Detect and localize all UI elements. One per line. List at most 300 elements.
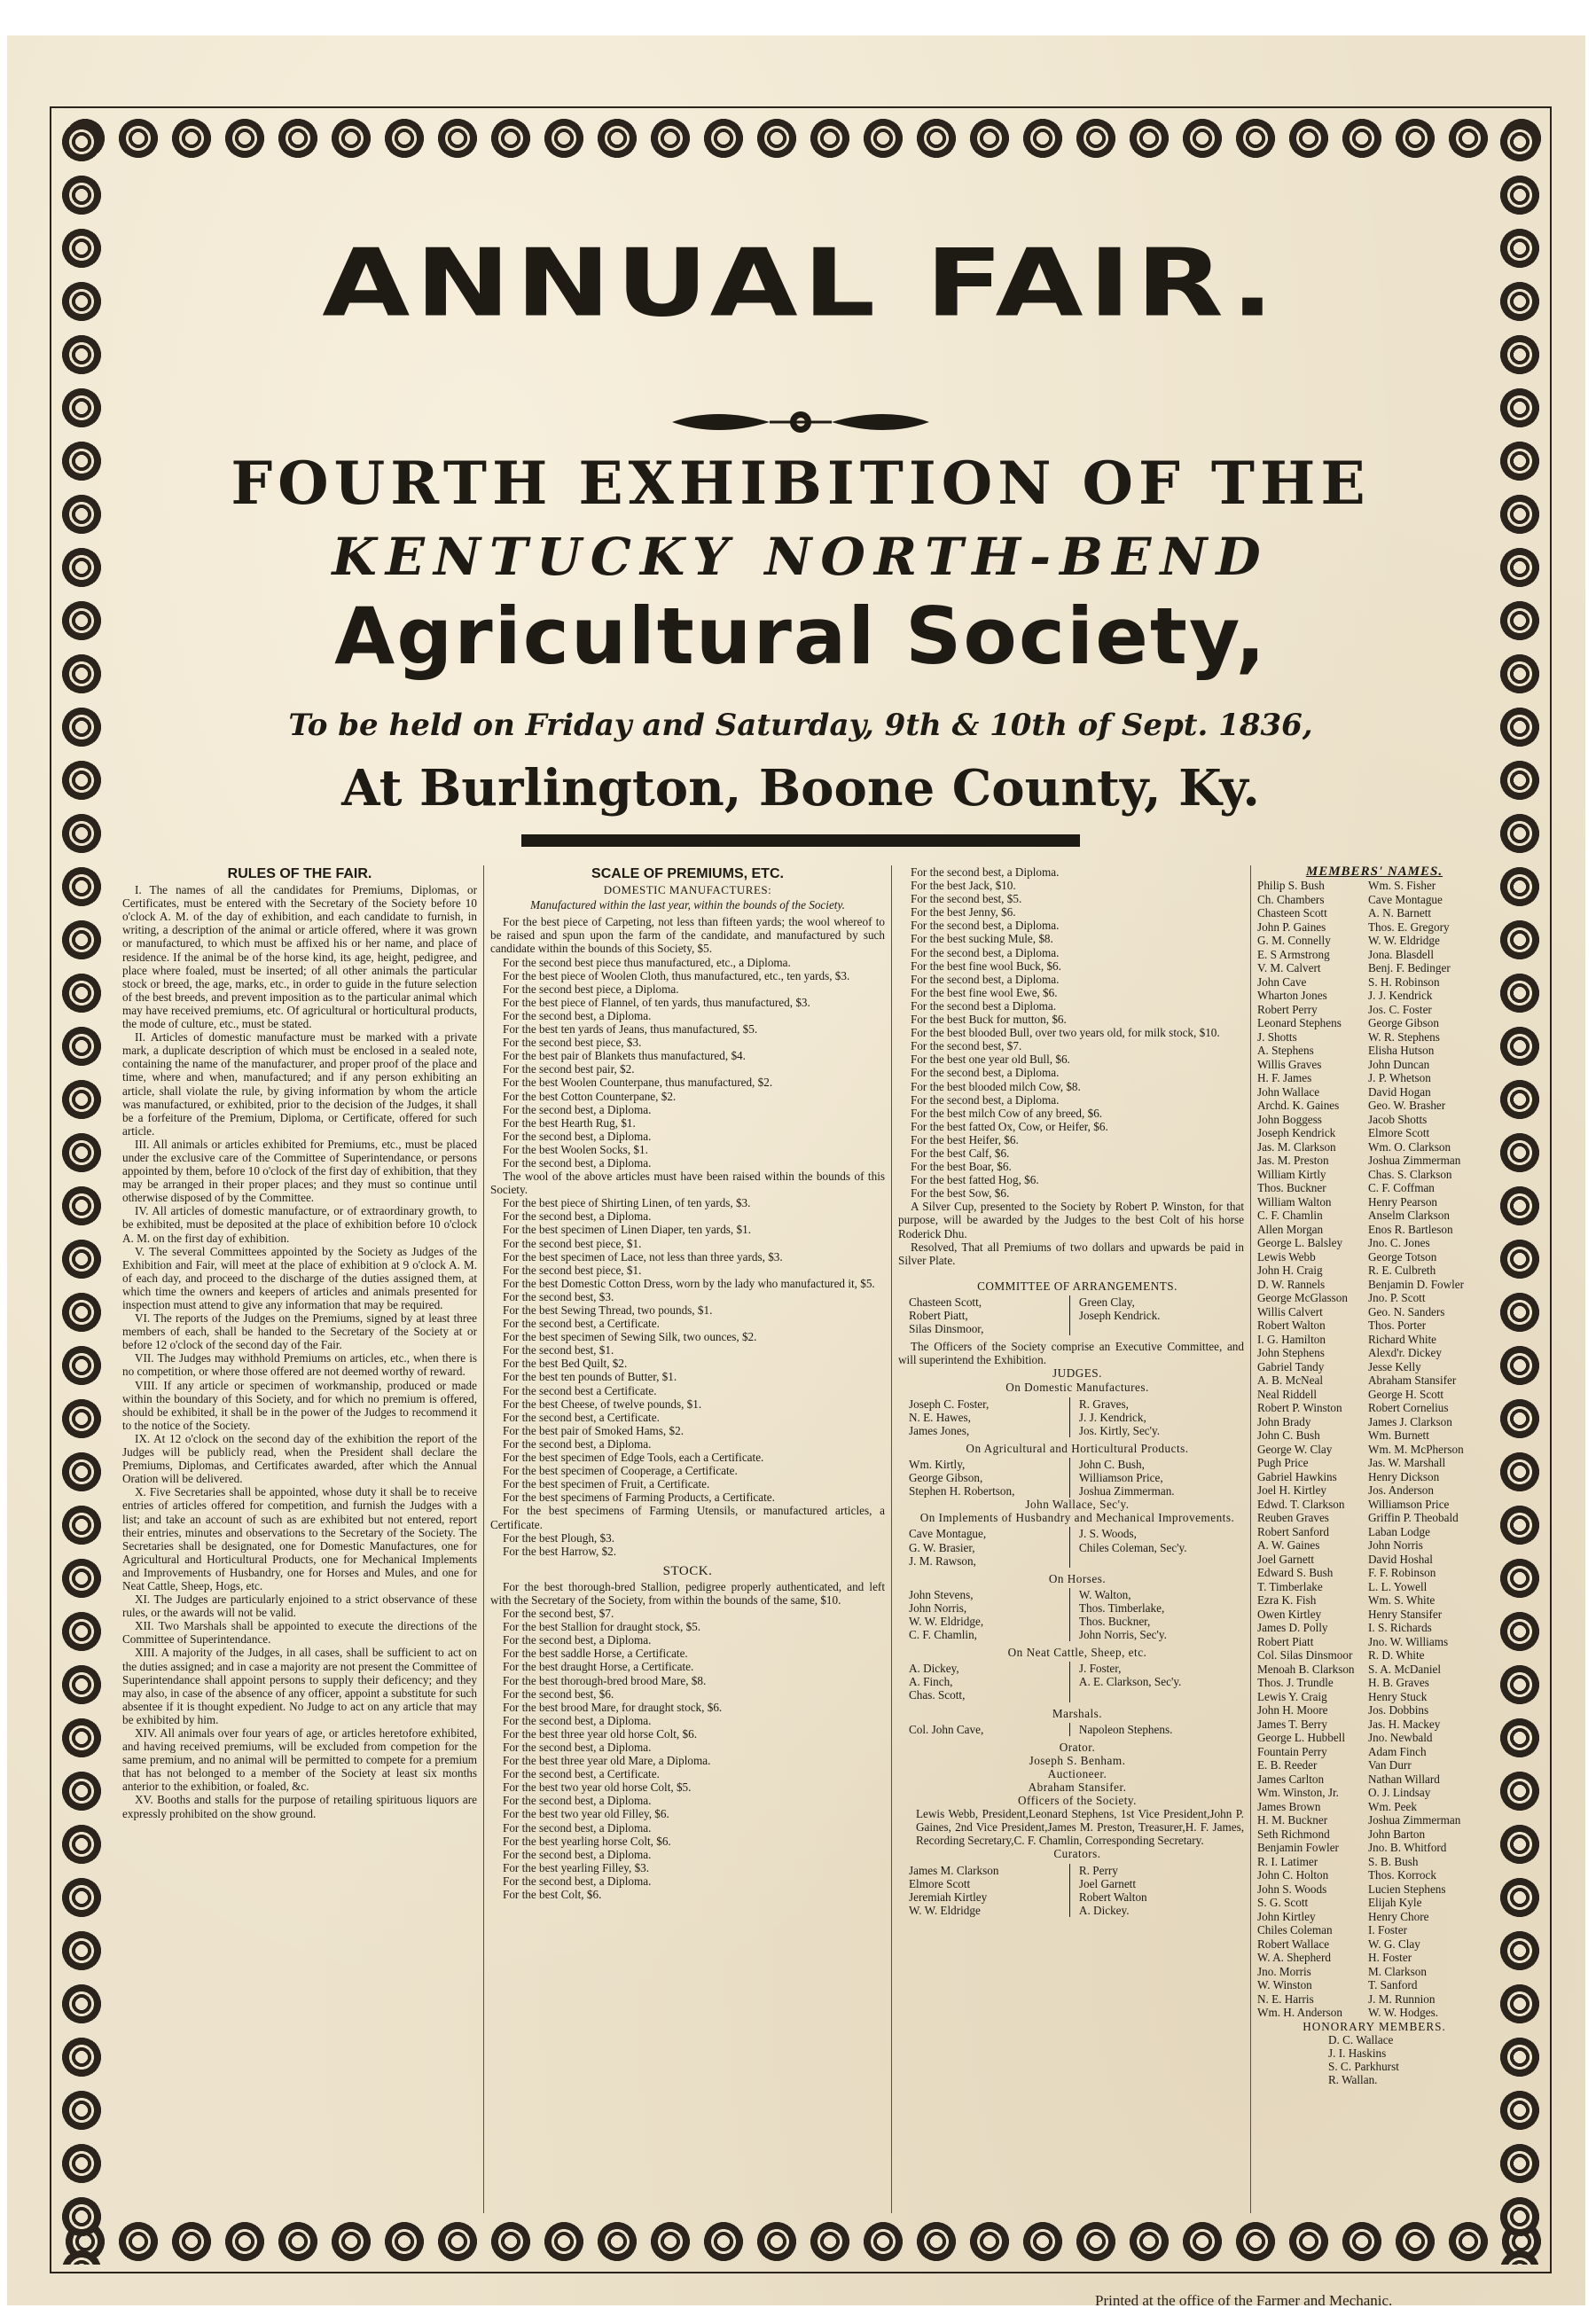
premium-item: For the best Heifer, $6. [911,1132,1019,1146]
officers-note: The Officers of the Society comprise an Executive Committee, and will superintend the Exhibition. [898,1340,1244,1367]
judges-heading: JUDGES. [1052,1366,1102,1381]
name-entry: J. Foster, [1078,1662,1122,1676]
name-entry: Wm. O. Clarkson [1368,1139,1451,1154]
name-entry: Anselm Clarkson [1368,1209,1450,1223]
name-entry: H. M. Buckner [1257,1813,1328,1827]
name-entry: Jos. Dobbins [1368,1703,1429,1718]
poster-content [122,183,1479,2195]
domestic-note: Manufactured within the last year, within the bounds of the Society. [530,898,845,912]
name-entry: W. W. Eldridge, [909,1614,984,1628]
name-entry: John C. Bush [1257,1428,1320,1443]
names-right [1070,1864,1244,1917]
name-entry: Joshua Zimmerman [1368,1154,1461,1168]
name-entry: John Stevens, [909,1587,974,1601]
premium-item: For the best fatted Hog, $6. [911,1173,1039,1187]
premium-item: For the best specimen of Sewing Silk, two ounces, $2. [503,1330,757,1344]
name-entry: John S. Woods [1257,1882,1327,1896]
premium-item: For the second best, a Diploma. [503,1155,652,1170]
name-entry: Jno. P. Scott [1368,1291,1426,1305]
premium-item: The wool of the above articles must have been raised within the bounds of this Society. [490,1170,885,1197]
premium-item: For the second best, a Diploma. [503,1874,652,1888]
name-entry: Gabriel Tandy [1257,1359,1325,1373]
name-entry: Willis Calvert [1257,1304,1323,1318]
premium-item: For the best piece of Carpeting, not less than fifteen yards; the wool whereof to be raised and spun upon the farm of the candidate, and manufactured by such candidate within the bounds of this Society, $5. [490,915,885,956]
name-entry: Jas. M. Clarkson [1257,1139,1336,1154]
name-entry: V. M. Calvert [1257,961,1321,975]
name-entry: D. C. Wallace [1328,2032,1394,2046]
name-entry: Jas. H. Mackey [1368,1717,1441,1731]
rule-paragraph: XIV. All animals over four years of age, or articles heretofore exhibited, and having received premiums, will be excluded from competion for the same premium, and no animal will be permitted to compete for a premium that has not belonged to a member of the Society at least six months anterior to the exhibition, or foaled, &c. [122,1726,477,1794]
premium-item: For the best piece of Woolen Cloth, thus manufactured, etc., ten yards, $3. [503,968,850,982]
flourish-ornament [663,404,938,440]
marshal-right: Napoleon Stephens. [1078,1722,1173,1736]
name-entry: George Gibson [1368,1016,1439,1030]
name-entry: Geo. W. Brasher [1368,1099,1446,1113]
name-entry: Willis Graves [1257,1057,1322,1071]
premium-item: For the second best, a Diploma. [503,1129,652,1143]
premium-item: For the best blooded milch Cow, $8. [911,1079,1081,1093]
premium-item: For the best specimen of Lace, not less than three yards, $3. [503,1249,783,1264]
name-entry: Jos. Kirtly, Sec'y. [1078,1423,1161,1437]
heading-rule [521,834,1080,847]
marshals-names [909,1723,1244,1736]
name-entry: W. W. Eldridge [909,1903,981,1917]
name-entry: J. I. Haskins [1328,2046,1387,2060]
name-entry: Alexd'r. Dickey [1368,1346,1442,1360]
name-entry: Cave Montague, [909,1527,987,1541]
name-entry: J. M. Rawson, [909,1553,976,1568]
name-entry: Menoah B. Clarkson [1257,1662,1355,1676]
premium-item: For the best Stallion for draught stock, $5. [503,1620,701,1634]
premium-item: For the best specimen of Edge Tools, each a Certificate. [503,1451,764,1465]
name-entry: R. E. Culbreth [1368,1264,1436,1278]
rule-paragraph: XV. Booths and stalls for the purpose of retailing spirituous liquors are expressly prohibited on the show ground. [122,1793,477,1820]
name-entry: Leonard Stephens, 1st Vice President, [1029,1807,1210,1821]
premium-item: For the best sucking Mule, $8. [911,932,1053,946]
name-entry: Wm. Winston, Jr. [1257,1786,1339,1800]
name-entry: Joseph C. Foster, [909,1397,990,1411]
name-entry: James M. Preston, Treasurer, [1047,1820,1185,1835]
name-entry: Joshua Zimmerman. [1078,1484,1175,1498]
name-entry: Adam Finch [1368,1744,1427,1758]
name-entry: J. M. Runnion [1368,1991,1436,2006]
name-entry: Wm. S. Fisher [1368,879,1436,893]
premium-item: For the second best a Certificate. [503,1383,657,1397]
name-entry: Pugh Price [1257,1456,1309,1470]
names-left [909,1458,1070,1498]
premium-item: For the second best, a Diploma. [503,1847,652,1861]
name-entry: George H. Scott [1368,1387,1444,1401]
name-entry: Chasteen Scott [1257,906,1327,920]
committee-names [909,1295,1244,1335]
name-entry: R. D. White [1368,1648,1425,1663]
premium-item: For the second best, a Certificate. [503,1410,660,1424]
premium-item: For the second best, a Diploma. [503,1008,652,1022]
name-entry: Wm. Peek [1368,1799,1417,1813]
name-entry: C. F. Chamlin, Corresponding Secretary. [1013,1834,1204,1848]
premium-item: For the best pair of Smoked Hams, $2. [503,1423,685,1437]
name-entry: Chasteen Scott, [909,1295,982,1309]
name-entry: Stephen H. Robertson, [909,1484,1015,1498]
auctioneer-name: Abraham Stansifer. [1028,1780,1127,1794]
name-entry: W. W. Hodges. [1368,2006,1439,2020]
name-entry: Thos. Timberlake, [1078,1600,1165,1615]
premium-item: For the best Plough, $3. [503,1530,615,1545]
premium-item: For the second best, $3. [503,1289,614,1303]
officers-list [916,1807,1244,1847]
name-entry: Elmore Scott [1368,1126,1430,1140]
name-entry: Lucien Stephens [1368,1882,1446,1896]
premium-item: For the second best, a Diploma. [503,1633,652,1647]
name-entry: Archd. K. Gaines [1257,1099,1340,1113]
name-entry: Thos. Korrock [1368,1868,1436,1882]
premium-item: For the second best, $1. [503,1343,614,1358]
name-entry: O. J. Lindsay [1368,1786,1431,1800]
names-left [909,1295,1070,1335]
printer-credit: Printed at the office of the Farmer and Mechanic. [1095,2292,1393,2309]
name-entry: N. E. Hawes, [909,1410,971,1424]
name-entry: Jas. M. Preston [1257,1154,1329,1168]
name-entry: A. B. McNeal [1257,1373,1323,1388]
rule-paragraph: VII. The Judges may withhold Premiums on articles, etc., when there is no competition, or where those offered are not deemed worthy of reward. [122,1351,477,1379]
premium-item: For the second best pair, $2. [503,1062,635,1076]
name-entry: Jas. W. Marshall [1368,1456,1446,1470]
name-entry: Lewis Webb [1257,1249,1316,1264]
premium-item: For the best milch Cow of any breed, $6. [911,1106,1103,1120]
premium-item: For the best three year old horse Colt, $6. [503,1726,698,1741]
name-entry: Philip S. Bush [1257,879,1325,893]
name-entry: Robert Walton [1257,1318,1326,1333]
name-entry: Williamson Price [1368,1497,1450,1511]
name-entry: R. Graves, [1078,1397,1129,1411]
name-entry: Edwd. T. Clarkson [1257,1497,1345,1511]
name-entry: Neal Riddell [1257,1387,1318,1401]
name-entry: C. F. Coffman [1368,1181,1435,1195]
name-entry: Jacob Shotts [1368,1112,1428,1126]
name-entry: Ch. Chambers [1257,892,1325,906]
name-entry: Joseph Kendrick [1257,1126,1336,1140]
name-entry: Lewis Webb, President, [916,1807,1029,1821]
name-entry: Benjamin D. Fowler [1368,1277,1465,1291]
name-entry: Robert Piatt, [909,1309,968,1322]
premium-item: For the second best piece, $3. [503,1036,642,1050]
name-entry: J. J. Kendrick [1368,989,1433,1003]
name-entry: Fountain Perry [1257,1744,1327,1758]
name-entry: John Wallace [1257,1084,1320,1099]
name-entry: H. F. James [1257,1071,1312,1085]
curators-names [909,1864,1244,1917]
column-divider [891,865,892,2213]
rule-paragraph: III. All animals or articles exhibited for Premiums, etc., must be placed under the exclusive care of the Committee of Superintendance, or persons appointed by them, before 10 o'clock of the first day of exhibition, that they may be arranged in their proper places; and they must so continue until otherwise disposed of by the Committee. [122,1137,477,1205]
name-entry: Thos. Porter [1368,1318,1427,1333]
name-entry: Robert Wallace [1257,1937,1330,1951]
name-entry: Thos. Buckner, [1078,1614,1151,1628]
name-entry: Jesse Kelly [1368,1359,1421,1373]
committee-heading: COMMITTEE OF ARRANGEMENTS. [977,1279,1177,1293]
name-entry: Joel H. Kirtley [1257,1483,1327,1498]
judges-domestic-heading: On Domestic Manufactures. [1005,1381,1149,1395]
rule-paragraph: XI. The Judges are particularly enjoined to a strict observance of these rules, or the awards will not be valid. [122,1592,477,1620]
judges-cattle-heading: On Neat Cattle, Sheep, etc. [1007,1646,1147,1660]
premium-item: For the best Buck for mutton, $6. [911,1013,1067,1027]
name-entry: T. Sanford [1368,1978,1418,1992]
name-entry: I. Foster [1368,1923,1407,1937]
name-entry: Leonard Stephens [1257,1016,1342,1030]
officers-heading: Officers of the Society. [1018,1794,1137,1808]
name-entry: John Stephens [1257,1346,1325,1360]
name-entry: A. E. Clarkson, Sec'y. [1078,1675,1182,1689]
premium-item: For the best draught Horse, a Certificate. [503,1660,694,1674]
names-right [1070,1588,1244,1641]
name-entry: George Totson [1368,1249,1437,1264]
name-entry: Jno. Morris [1257,1964,1311,1978]
name-entry: N. E. Harris [1257,1991,1314,2006]
name-entry: William Walton [1257,1194,1332,1209]
name-entry: Seth Richmond [1257,1827,1330,1841]
judges-agri-heading: On Agricultural and Horticultural Products. [966,1441,1189,1455]
name-entry: S. B. Bush [1368,1854,1419,1868]
name-entry: Williamson Price, [1078,1471,1163,1485]
premium-item: For the best Calf, $6. [911,1146,1010,1160]
name-entry: Robert Piatt [1257,1634,1314,1648]
name-entry: Wm. H. Anderson [1257,2006,1342,2020]
name-entry: C. F. Chamlin, [909,1628,977,1642]
names-left [909,1397,1070,1437]
premium-item: For the second best, a Diploma. [503,1436,652,1451]
rules-list [122,883,477,1820]
members-col-b [1368,879,1479,2020]
premium-item: For the best Boar, $6. [911,1160,1012,1174]
name-entry: James J. Clarkson [1368,1414,1452,1428]
name-entry: R. Perry [1078,1863,1118,1877]
name-entry: Gabriel Hawkins [1257,1469,1337,1483]
name-entry: J. P. Whetson [1368,1071,1431,1085]
rules-heading: RULES OF THE FAIR. [227,866,372,881]
premium-item: For the second best, a Diploma. [503,1741,652,1754]
stock-continued-list [898,865,1244,1267]
premium-item: For the best Harrow, $2. [503,1544,617,1558]
rules-column [122,865,477,2222]
judges-agri-names [909,1458,1244,1498]
name-entry: S. C. Parkhurst [1328,2059,1399,2073]
name-entry: W. Walton, [1078,1587,1131,1601]
border-strip-left [55,115,108,2265]
committees-column [898,865,1244,2222]
premium-item: For the best thorough-bred brood Mare, $8. [503,1673,707,1687]
premium-item: For the best three year old Mare, a Diploma. [503,1754,711,1768]
premium-item: For the second best, a Diploma. [503,1820,652,1835]
premium-item: For the second best, a Diploma. [911,945,1060,959]
premium-item: For the second best, $7. [911,1039,1022,1053]
rule-paragraph: VIII. If any article or specimen of workmanship, produced or made within the boundary of this Society, and for which no premium is offered, should be exhibited, it shall be in the power of the Judges to recommend it to the notice of the Society. [122,1378,477,1432]
premium-item: For the best Sow, $6. [911,1186,1010,1201]
name-entry: John Cave [1257,974,1307,989]
name-entry: A. W. Gaines [1257,1538,1320,1553]
name-entry: Robert Walton [1078,1890,1147,1904]
members-list [1257,879,1479,2020]
name-entry: John Duncan [1368,1057,1430,1071]
name-entry: I. G. Hamilton [1257,1332,1326,1346]
name-entry: Cave Montague [1368,892,1443,906]
premium-item: For the second best piece, $1. [503,1236,642,1250]
premium-item: For the best specimen of Cooperage, a Certificate. [503,1464,738,1478]
name-entry: D. W. Rannels [1257,1277,1326,1291]
border-strip-top [59,112,1543,165]
name-entry: Jos. C. Foster [1368,1002,1432,1016]
name-entry: Chas. Scott, [909,1688,966,1702]
name-entry: Griffin P. Theobald [1368,1511,1459,1525]
premium-item: For the second best, a Certificate. [503,1767,660,1781]
name-entry: T. Timberlake [1257,1579,1323,1593]
name-entry: Benj. F. Bedinger [1368,961,1451,975]
poster-paper [7,35,1585,2305]
subtitle-fourth-exhibition: FOURTH EXHIBITION OF THE [231,449,1371,518]
premium-item: For the second best, $7. [503,1607,614,1621]
name-entry: W. A. Shepherd [1257,1951,1332,1965]
name-entry: James T. Berry [1257,1717,1327,1731]
poster-title: ANNUAL FAIR. [322,229,1279,338]
names-right [1070,1662,1244,1702]
premium-item: For the second best, a Diploma. [911,919,1060,933]
premium-item: For the second best, $5. [911,892,1022,906]
domestic-list [490,915,885,1558]
name-entry: Joshua Zimmerman [1368,1813,1461,1827]
names-right [1070,1458,1244,1498]
premium-item: For the best brood Mare, for draught stock, $6. [503,1700,723,1714]
premium-item: For the best Cotton Counterpane, $2. [503,1089,677,1103]
name-entry: G. M. Connelly [1257,934,1331,948]
name-entry: John P. Gaines [1257,919,1326,934]
name-entry: Henry Pearson [1368,1194,1438,1209]
judges-cattle-names [909,1662,1244,1702]
name-entry: C. F. Chamlin [1257,1209,1323,1223]
honorary-heading: HONORARY MEMBERS. [1303,2019,1446,2033]
names-left [909,1527,1070,1567]
name-entry: R. Wallan. [1328,2072,1378,2086]
name-entry: Henry Chore [1368,1909,1429,1923]
name-entry: Wm. S. White [1368,1593,1436,1608]
name-entry: Silas Dinsmoor, [909,1322,984,1336]
name-entry: Joel Garnett [1257,1552,1315,1566]
name-entry: E. B. Reeder [1257,1758,1318,1772]
premium-item: For the second best, a Certificate. [503,1317,660,1331]
name-entry: Elijah Kyle [1368,1896,1422,1910]
names-left [909,1588,1070,1641]
name-entry: Chas. S. Clarkson [1368,1167,1452,1181]
premium-item: For the best Jenny, $6. [911,905,1016,919]
premium-item: For the second best, a Diploma. [911,1092,1060,1107]
premium-item: For the best Bed Quilt, $2. [503,1357,628,1371]
name-entry: S. H. Robinson [1368,974,1440,989]
name-entry: Henry Stuck [1368,1689,1428,1703]
names-right [1070,1397,1244,1437]
name-entry: Jona. Blasdell [1368,947,1434,961]
names-left [909,1662,1070,1702]
name-entry: James D. Polly [1257,1621,1328,1635]
name-entry: Joel Garnett [1078,1876,1137,1890]
premium-item: For the best specimens of Farming Utensils, or manufactured articles, a Certificate. [490,1504,885,1531]
premium-item: For the best pair of Blankets thus manufactured, $4. [503,1049,746,1063]
name-entry: A. Dickey. [1078,1903,1130,1917]
stock-list [490,1580,885,1901]
premium-item: For the best saddle Horse, a Certificate. [503,1647,688,1661]
rule-paragraph: XIII. A majority of the Judges, in all cases, shall be sufficient to act on the duties assigned; and in case a majority are not present the Committee of Superintendance shall appoint persons to supply their deficency; and they may also, in case of the absence of any officer, appoint a substitute for such absentee if it is thought expedient. No Judge to act on any article that may be exhibited by him. [122,1646,477,1726]
name-entry: M. Clarkson [1368,1964,1427,1978]
name-entry: John C. Bush, [1078,1457,1145,1471]
rule-paragraph: II. Articles of domestic manufacture must be marked with a private mark, a duplicate description of which must be enclosed in a sealed note, containing the name of the manufacturer, and proper proof of the place and time, where and when, manufactured; and if any person exhibiting an article, shall violate the rule, by giving information by whom the article was manufactured, or exhibited, prior to the decision of the Judges, it shall be a forfeiture of the Premium, Diploma, or Certificate, offered for such article. [122,1030,477,1138]
name-entry: George McGlasson [1257,1291,1348,1305]
premium-item: For the best Domestic Cotton Dress, worn by the lady who manufactured it, $5. [503,1276,875,1290]
name-entry: A. Dickey, [909,1662,959,1676]
premium-item: For the best piece of Shirting Linen, of ten yards, $3. [503,1196,751,1210]
premium-item: For the best Woolen Counterpane, thus manufactured, $2. [503,1076,773,1090]
name-entry: Lewis Y. Craig [1257,1689,1327,1703]
judges-implements-names [909,1527,1244,1567]
name-entry: Wm. M. McPherson [1368,1442,1464,1456]
rule-paragraph: XII. Two Marshals shall be appointed to execute the directions of the Committee of Superintendance. [122,1619,477,1647]
name-entry: Thos. E. Gregory [1368,919,1450,934]
premium-item: For the best fine wool Buck, $6. [911,959,1061,973]
members-column [1257,865,1479,2222]
name-entry: Abraham Stansifer [1368,1373,1457,1388]
premium-item: For the best specimen of Linen Diaper, ten yards, $1. [503,1223,751,1237]
name-entry: S. G. Scott [1257,1896,1309,1910]
name-entry: John H. Craig [1257,1264,1323,1278]
name-entry: Elmore Scott [909,1876,971,1890]
judges-horses-names [909,1588,1244,1641]
name-entry: Jos. Anderson [1368,1483,1434,1498]
orator-name: Joseph S. Benham. [1029,1753,1126,1767]
name-entry: Owen Kirtley [1257,1607,1322,1621]
name-entry: G. W. Brasier, [909,1540,975,1554]
subtitle-kentucky: KENTUCKY NORTH-BEND [332,527,1270,587]
premium-item: For the second best, a Diploma. [911,865,1060,879]
name-entry: A. N. Barnett [1368,906,1432,920]
names-left [909,1864,1070,1917]
curators-heading: Curators. [1053,1847,1101,1861]
name-entry: W. G. Clay [1368,1937,1420,1951]
judges-horses-heading: On Horses. [1048,1571,1107,1585]
column-divider [483,865,484,2213]
name-entry: Van Durr [1368,1758,1412,1772]
name-entry: James Brown [1257,1799,1321,1813]
premium-item: For the best fine wool Ewe, $6. [911,985,1058,999]
name-entry: Wm. Kirtly, [909,1457,966,1471]
name-entry: A. Stephens [1257,1044,1314,1058]
premium-item: For the best ten pounds of Butter, $1. [503,1370,677,1384]
name-entry: Henry Stansifer [1368,1607,1443,1621]
name-entry: John Brady [1257,1414,1311,1428]
premium-item: For the best Colt, $6. [503,1888,602,1902]
subtitle-location: At Burlington, Boone County, Ky. [341,759,1260,818]
name-entry: Laban Lodge [1368,1524,1430,1538]
name-entry: David Hogan [1368,1084,1431,1099]
orator-heading: Orator. [1059,1740,1096,1754]
name-entry: Enos R. Bartleson [1368,1222,1453,1236]
premiums-heading: SCALE OF PREMIUMS, ETC. [591,866,784,881]
premium-item: For the best two year old horse Colt, $5. [503,1780,692,1795]
name-entry: Jno. B. Whitford [1368,1841,1447,1855]
premium-item: For the second best, a Diploma. [911,1066,1060,1080]
name-entry: L. L. Yowell [1368,1579,1428,1593]
premium-item: A Silver Cup, presented to the Society by Robert P. Winston, for that purpose, will be awarded by the Judges to the best Colt of his horse Roderick Dhu. [898,1200,1244,1240]
premium-item: For the best Sewing Thread, two pounds, $1. [503,1303,713,1317]
name-entry: Wharton Jones [1257,989,1327,1003]
column-divider [1250,865,1251,2213]
premium-item: For the best yearling Filley, $3. [503,1860,650,1874]
name-entry: H. Foster [1368,1951,1412,1965]
name-entry: Reuben Graves [1257,1511,1329,1525]
